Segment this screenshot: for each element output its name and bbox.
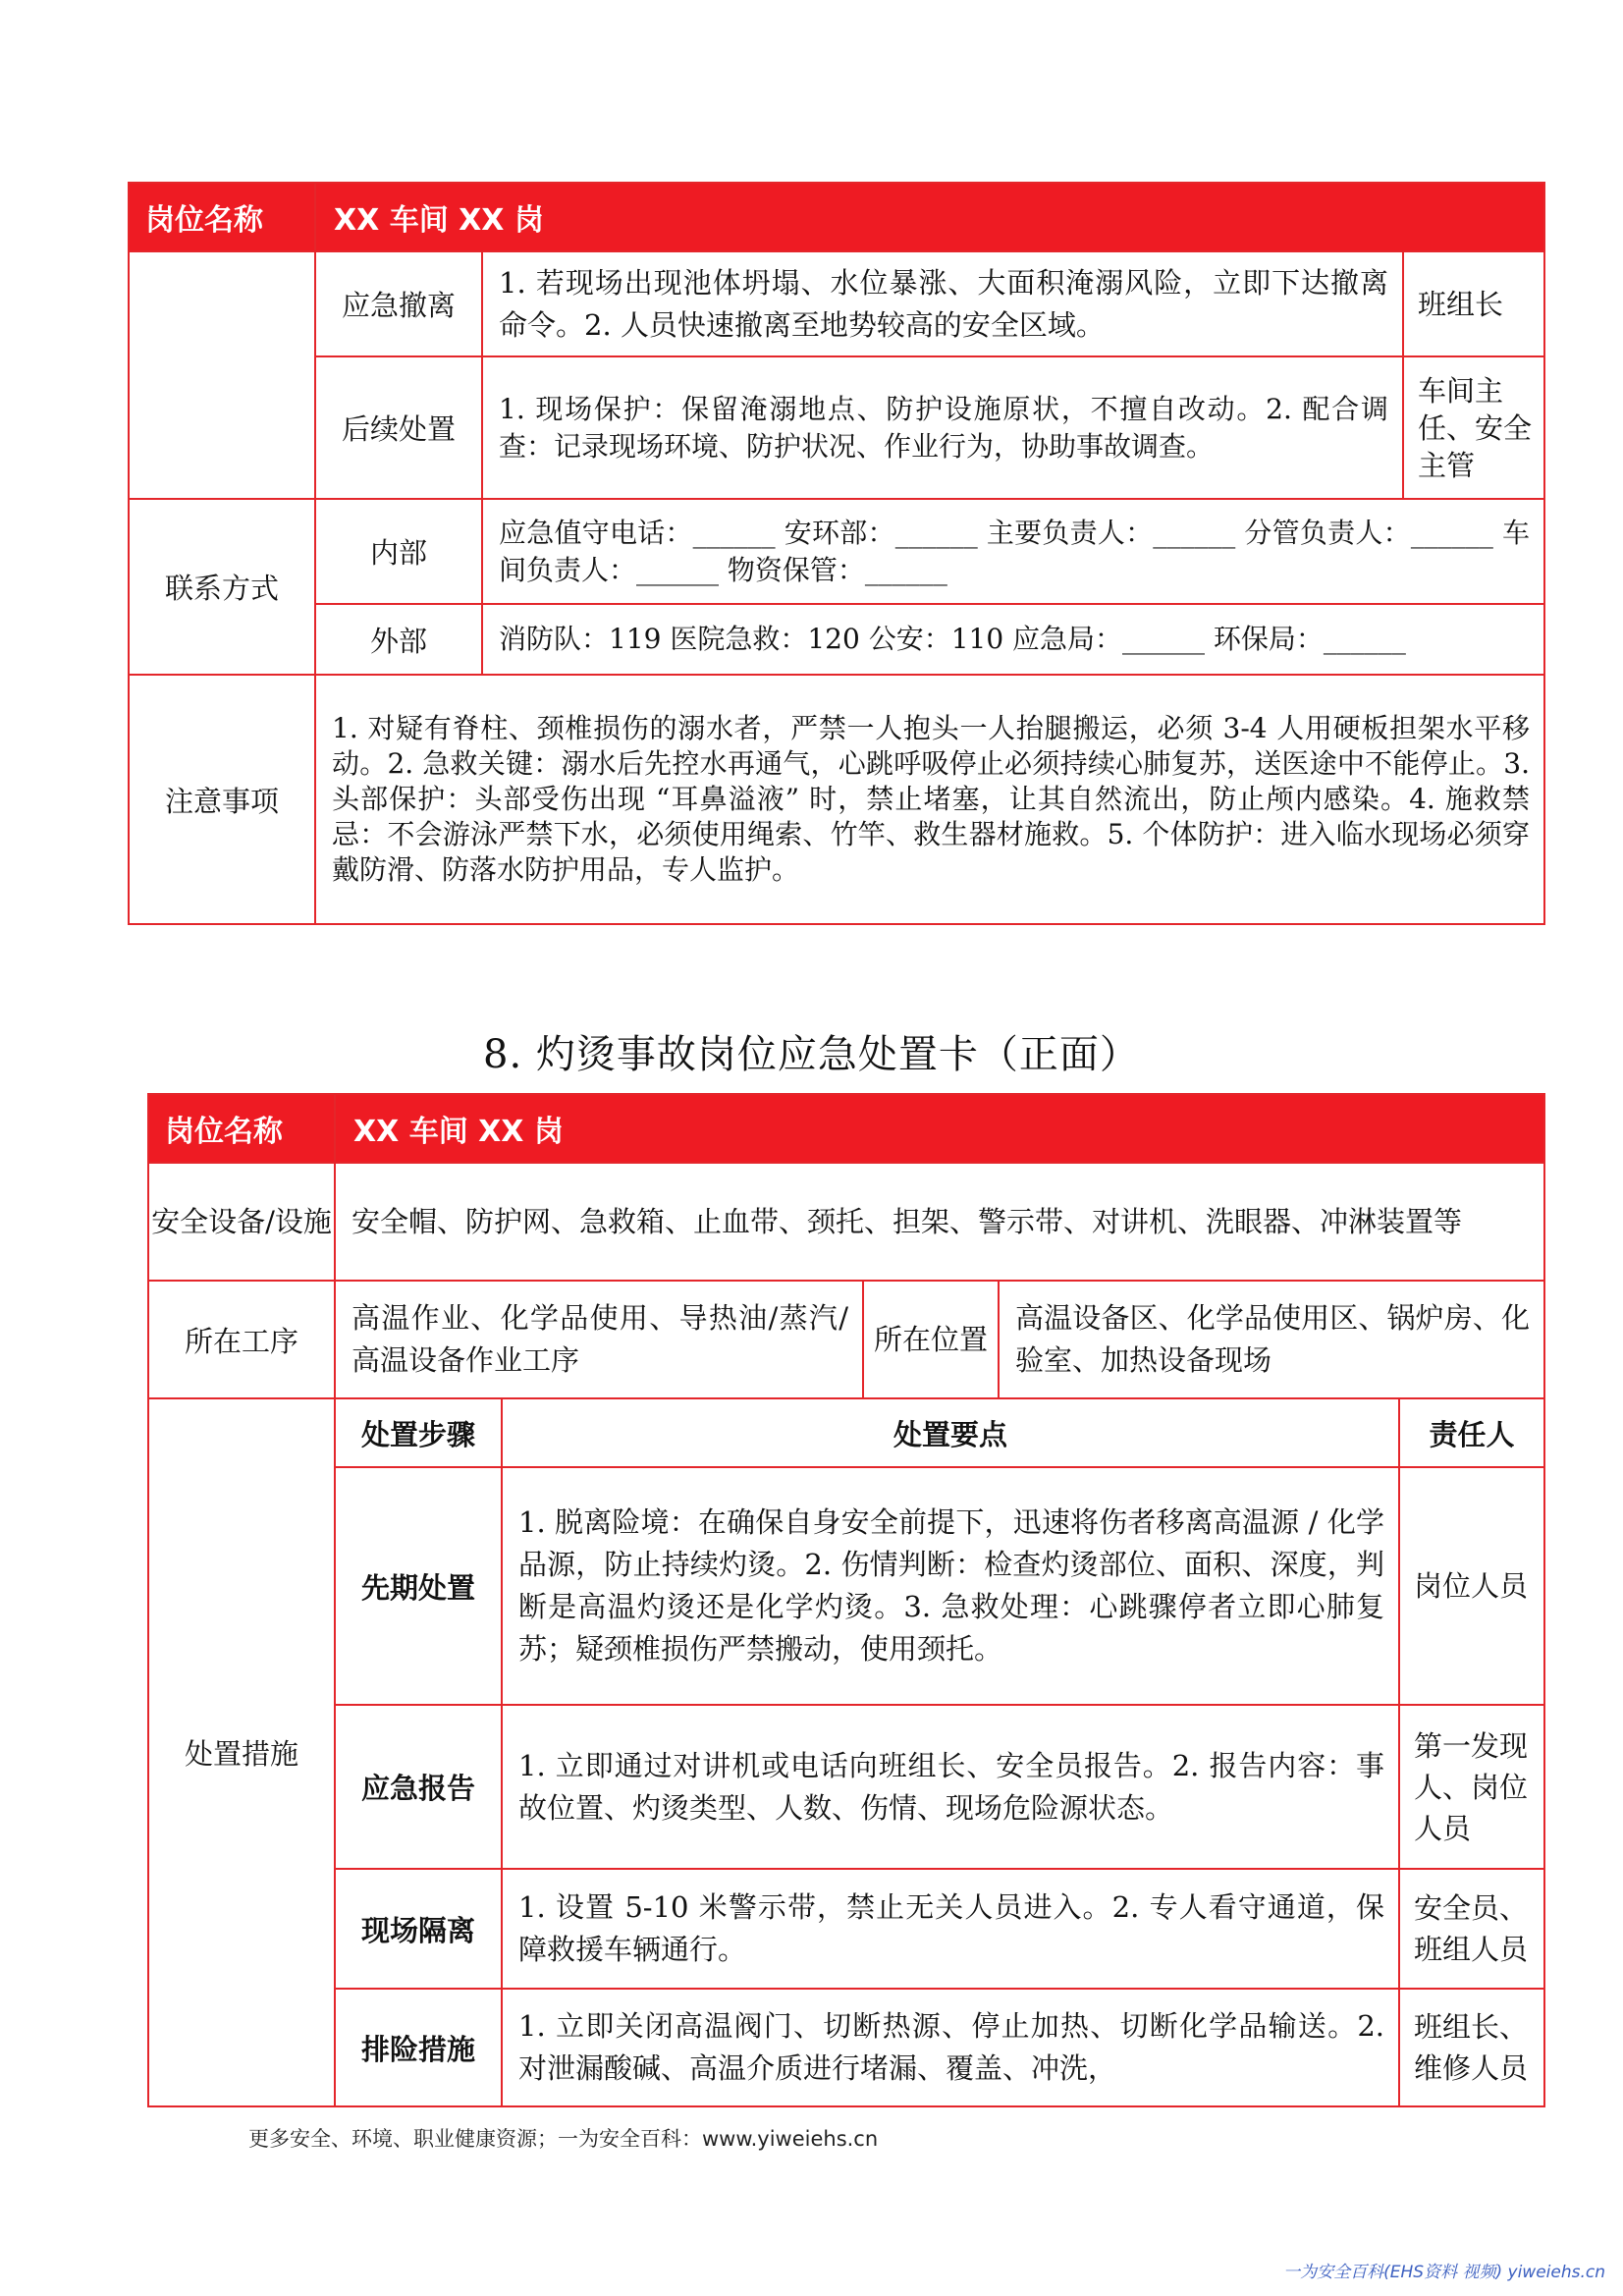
card1-post-name-value: XX 车间 XX 岗 xyxy=(315,183,1544,251)
card2-location-label: 所在位置 xyxy=(863,1281,999,1398)
card2-step-hazard-text: 1. 立即关闭高温阀门、切断热源、停止加热、切断化学品输送。2. 对泄漏酸碱、高温介质进行堵漏、覆盖、冲洗， xyxy=(502,1989,1399,2106)
card2-process-row xyxy=(148,1281,1544,1398)
card2-post-name-value: XX 车间 XX 岗 xyxy=(335,1094,1544,1163)
card1-step-followup: 后续处置 xyxy=(315,356,482,499)
card2-measures-label: 处置措施 xyxy=(148,1398,335,2106)
card1-measures-cell xyxy=(129,251,315,499)
card2-step-initial-text: 1. 脱离险境：在确保自身安全前提下，迅速将伤者移离高温源 / 化学品源，防止持续灼烫。2. 伤情判断：检查灼烫部位、面积、深度，判断是高温灼烫还是化学灼烫。3. 急救处理：心跳骤停者立即心肺复苏；疑颈椎损伤严禁搬动，使用颈托。 xyxy=(502,1467,1399,1705)
footer-text: 更多安全、环境、职业健康资源；一为安全百科：www.yiweiehs.cn xyxy=(248,2127,879,2151)
card2-post-name-label: 岗位名称 xyxy=(148,1094,335,1163)
card2-step-isolation: 现场隔离 xyxy=(335,1869,502,1989)
card2-step-initial: 先期处置 xyxy=(335,1467,502,1705)
card2-table xyxy=(147,1093,1545,2107)
card2-header-row xyxy=(148,1094,1544,1163)
card1-notes-text: 1. 对疑有脊柱、颈椎损伤的溺水者，严禁一人抱头一人抬腿搬运，必须 3-4 人用硬板担架水平移动。2. 急救关键：溺水后先控水再通气，心跳呼吸停止必须持续心肺复苏，送医途中不能停止。3. 头部保护：头部受伤出现 “耳鼻溢液” 时，禁止堵塞，让其自然流出，防止颅内感染。4. 施救禁忌：不会游泳严禁下水，必须使用绳索、竹竿、救生器材施救。5. 个体防护：进入临水现场必须穿戴防滑、防落水防护用品，专人监护。 xyxy=(315,675,1544,924)
table-row xyxy=(148,1869,1544,1989)
card2-measures-header-row xyxy=(148,1398,1544,1467)
card2-process-label: 所在工序 xyxy=(148,1281,335,1398)
card1-contact-external-text: 消防队：119 医院急救：120 公安：110 应急局：______ 环保局：______ xyxy=(482,604,1544,675)
card2-equipment-label: 安全设备/设施 xyxy=(148,1163,335,1281)
card2-equipment-row xyxy=(148,1163,1544,1281)
card1-notes-row xyxy=(129,675,1544,924)
card2-equipment-text: 安全帽、防护网、急救箱、止血带、颈托、担架、警示带、对讲机、洗眼器、冲淋装置等 xyxy=(335,1163,1544,1281)
card1-step-evacuate-text: 1. 若现场出现池体坍塌、水位暴涨、大面积淹溺风险，立即下达撤离命令。2. 人员快速撤离至地势较高的安全区域。 xyxy=(482,251,1403,356)
card2-step-initial-resp: 岗位人员 xyxy=(1399,1467,1544,1705)
card1-table xyxy=(128,182,1545,925)
card1-contact-internal-text: 应急值守电话：______ 安环部：______ 主要负责人：______ 分管负责人：______ 车间负责人：______ 物资保管：______ xyxy=(482,499,1544,604)
table-row xyxy=(148,1705,1544,1869)
table-row xyxy=(148,1467,1544,1705)
table-row xyxy=(148,1989,1544,2106)
card1-step-evacuate-resp: 班组长 xyxy=(1403,251,1544,356)
card1-step-row xyxy=(129,356,1544,499)
card2-step-report: 应急报告 xyxy=(335,1705,502,1869)
card1-notes-label: 注意事项 xyxy=(129,675,315,924)
card1-contact-external-label: 外部 xyxy=(315,604,482,675)
card1-step-followup-text: 1. 现场保护：保留淹溺地点、防护设施原状，不擅自改动。2. 配合调查：记录现场环境、防护状况、作业行为，协助事故调查。 xyxy=(482,356,1403,499)
card1-step-row xyxy=(129,251,1544,356)
card2-step-isolation-resp: 安全员、班组人员 xyxy=(1399,1869,1544,1989)
card2-step-hazard-resp: 班组长、维修人员 xyxy=(1399,1989,1544,2106)
card1-header-row xyxy=(129,183,1544,251)
card2-step-report-text: 1. 立即通过对讲机或电话向班组长、安全员报告。2. 报告内容：事故位置、灼烫类型、人数、伤情、现场危险源状态。 xyxy=(502,1705,1399,1869)
card1-post-name-label: 岗位名称 xyxy=(129,183,315,251)
card1-contact-row xyxy=(129,499,1544,604)
card2-process-text: 高温作业、化学品使用、导热油/蒸汽/高温设备作业工序 xyxy=(335,1281,863,1398)
card2-step-hazard: 排险措施 xyxy=(335,1989,502,2106)
card2-title: 8. 灼烫事故岗位应急处置卡（正面） xyxy=(483,1032,1140,1077)
card1-step-evacuate: 应急撤离 xyxy=(315,251,482,356)
card2-col-points: 处置要点 xyxy=(502,1398,1399,1467)
card2-step-isolation-text: 1. 设置 5-10 米警示带，禁止无关人员进入。2. 专人看守通道，保障救援车辆通行。 xyxy=(502,1869,1399,1989)
card2-location-text: 高温设备区、化学品使用区、锅炉房、化验室、加热设备现场 xyxy=(999,1281,1544,1398)
card1-contact-row xyxy=(129,604,1544,675)
card1-contact-label: 联系方式 xyxy=(129,499,315,675)
watermark-text: 一为安全百科(EHS资料 视频) yiweiehs.cn xyxy=(1283,2263,1605,2282)
card1-contact-internal-label: 内部 xyxy=(315,499,482,604)
card2-col-step: 处置步骤 xyxy=(335,1398,502,1467)
card1-step-followup-resp: 车间主任、安全主管 xyxy=(1403,356,1544,499)
card2-step-report-resp: 第一发现人、岗位人员 xyxy=(1399,1705,1544,1869)
card2-col-resp: 责任人 xyxy=(1399,1398,1544,1467)
